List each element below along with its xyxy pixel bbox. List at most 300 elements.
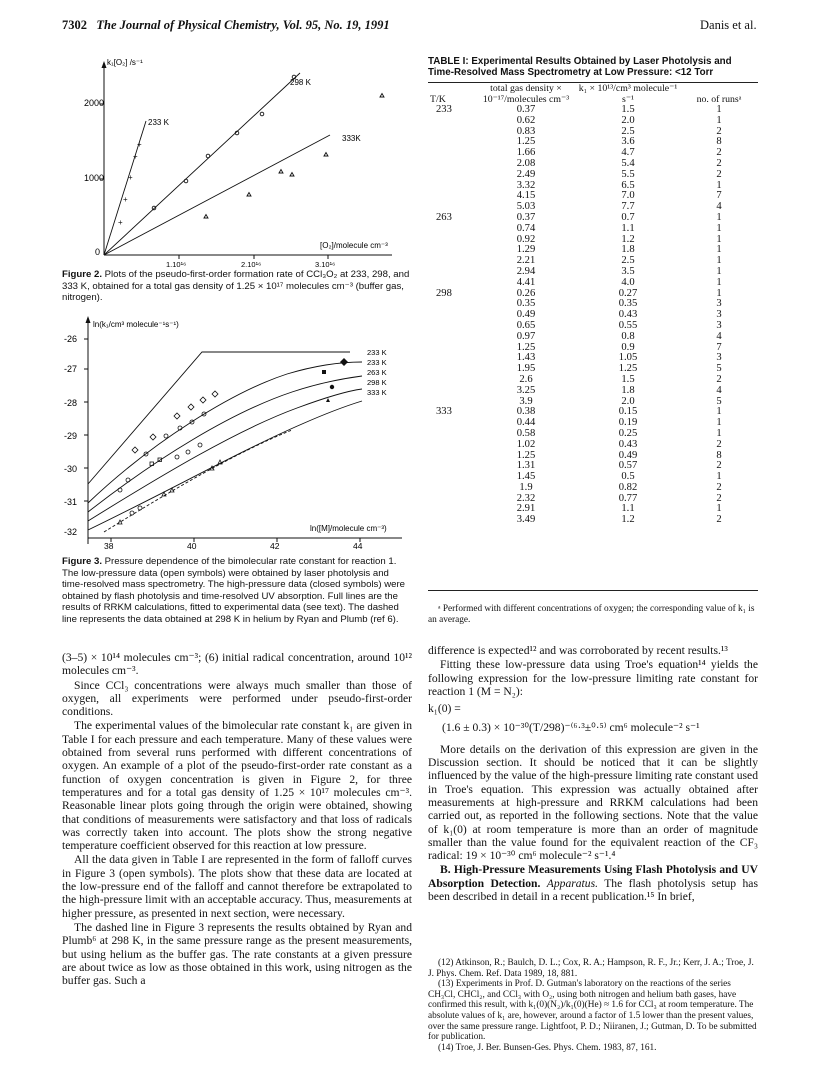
fig2-xtick: 1.10¹⁶ [166, 260, 187, 269]
table-cell: 2 [716, 514, 722, 526]
fig3-point [188, 404, 194, 410]
column-header: no. of runsᵃ [696, 93, 742, 105]
table-row [428, 515, 758, 526]
table-cell: 8 [716, 449, 722, 461]
table-cell: 0.15 [618, 406, 638, 418]
table-cell [428, 353, 476, 364]
table-cell: 4.41 [516, 276, 536, 288]
footnotes [428, 958, 758, 1053]
fig3-legend: 333 K [367, 388, 387, 397]
table-cell: 333 [436, 406, 452, 418]
fig3-curve-333K [88, 401, 362, 530]
fig3-legend: 233 K [367, 358, 387, 367]
table-row [428, 461, 758, 472]
paragraph: The experimental values of the bimolecular rate constant k₁ are given in Table I for each pressure and each temperature. Many of these values were obtained from several runs performed with different concentrations of oxygen. An example of a plot of the pseudo-first-order rate constant as a function of oxygen concentration is given in Figure 2, for three temperatures and for a total gas density of 1.25 × 10¹⁷ molecules cm⁻³. Reasonable linear plots going through the origin were obtained, showing that conditions of measurements were satisfactory and that loss of radicals was correctly taken into account. The plots show the strong negative temperature coefficient observed for this reaction at low pressure. [62, 719, 412, 853]
table-cell: 1 [716, 179, 722, 191]
table-cell: 3 [716, 298, 722, 310]
table-cell: 1 [716, 211, 722, 223]
table-cell: 0.49 [618, 449, 638, 461]
figure-2-label: Figure 2. [62, 269, 102, 280]
fig3-point [150, 434, 156, 440]
table-cell: 1 [716, 417, 722, 429]
fig3-xlabel: ln([M]/molecule cm⁻³) [310, 524, 387, 533]
table-bottom-rule [428, 590, 758, 591]
fig2-ylabel: k₁[O₂] /s⁻¹ [107, 58, 143, 67]
table-cell: 1.8 [621, 384, 635, 396]
fig3-ytick: -28 [64, 398, 78, 408]
fig3-ytick: -31 [64, 497, 78, 507]
fig3-point [118, 488, 122, 492]
table-cell: 0.38 [516, 406, 536, 418]
table-cell: 0.62 [516, 114, 536, 126]
fig3-point [340, 358, 348, 366]
table-cell: 0.58 [516, 427, 536, 439]
fig2-ytick: 2000 [84, 98, 105, 108]
footnote: (12) Atkinson, R.; Baulch, D. L.; Cox, R. A.; Hampson, R. F., Jr.; Kerr, J. A.; Troe, J. J. Phys. Chem. Ref. Data 1989, 18, 881. [428, 958, 754, 979]
table-cell: 1 [716, 276, 722, 288]
table-cell: 0.92 [516, 233, 536, 245]
journal-name: The Journal of Physical Chemistry, Vol. 95, No. 19, 1991 [96, 18, 390, 32]
author-header: Danis et al. [700, 18, 757, 32]
fig3-point [198, 443, 202, 447]
fig2-ytick: 0 [95, 247, 101, 257]
table-cell: 1.8 [621, 244, 635, 256]
table-cell: 2 [716, 125, 722, 137]
fig3-ytick: -30 [64, 464, 78, 474]
table-cell: 1.29 [516, 244, 536, 256]
table-cell: 3.25 [516, 384, 536, 396]
fig2-point [290, 173, 294, 177]
table-row [428, 267, 758, 278]
subheading: Apparatus. [546, 876, 598, 890]
table-cell [428, 191, 476, 202]
table-cell: 0.65 [516, 319, 536, 331]
left-column-text [62, 651, 412, 988]
table-cell: 0.83 [516, 125, 536, 137]
fig2-ytick: 1000 [84, 173, 105, 183]
fig3-ylabel: ln(k₁/cm³ molecule⁻¹s⁻¹) [93, 320, 179, 329]
table-cell [428, 483, 476, 494]
table-cell: 1.95 [516, 363, 536, 375]
table-cell: 4 [716, 384, 722, 396]
table-row [428, 310, 758, 321]
table-cell: 1.2 [621, 514, 635, 526]
fig3-point [126, 478, 130, 482]
table-cell: 1.43 [516, 352, 536, 364]
table-cell: 1 [716, 265, 722, 277]
fig2-point [279, 170, 283, 174]
table-cell: 8 [716, 136, 722, 148]
table-cell: 2 [716, 168, 722, 180]
table-cell [428, 429, 476, 440]
table-row [428, 235, 758, 246]
table-cell: 2.32 [516, 492, 536, 504]
table-cell: 2 [716, 147, 722, 159]
table-cell: 1.1 [621, 222, 635, 234]
table-cell: 0.37 [516, 104, 536, 115]
table-cell [428, 375, 476, 386]
table-row [428, 440, 758, 451]
table-cell: 4 [716, 201, 722, 213]
table-cell: 7.0 [621, 190, 635, 202]
table-cell: 2 [716, 492, 722, 504]
table-cell [428, 364, 476, 375]
table-row [428, 504, 758, 515]
fig2-point: + [128, 173, 133, 182]
table-cell: 2 [716, 481, 722, 493]
fig3-point [212, 391, 218, 397]
table-cell: 0.19 [618, 417, 638, 429]
table-cell: 0.77 [618, 492, 638, 504]
table-cell: 4.0 [621, 276, 635, 288]
table-cell: 7 [716, 190, 722, 202]
fig2-point: + [133, 152, 138, 161]
table-cell: 0.55 [618, 319, 638, 331]
fig3-curve-298K [88, 389, 362, 521]
table-cell: 0.7 [621, 211, 635, 223]
table-label: TABLE I: [428, 56, 469, 67]
table-cell [428, 310, 476, 321]
table-cell: 4.15 [516, 190, 536, 202]
fig2-point: + [118, 218, 123, 227]
table-cell: 1 [716, 406, 722, 418]
table-row [428, 289, 758, 300]
equation: (1.6 ± 0.3) × 10⁻³⁰(T/298)⁻⁽⁶·³±⁰·⁵⁾ cm⁶ molecule⁻² s⁻¹ [442, 721, 700, 735]
table-cell: 2.21 [516, 255, 536, 267]
fig3-point [322, 370, 326, 374]
table-cell: 1 [716, 503, 722, 515]
table-cell: 2.91 [516, 503, 536, 515]
table-cell [428, 235, 476, 246]
table-cell [428, 461, 476, 472]
table-cell: 3 [716, 309, 722, 321]
footnote: (13) Experiments in Prof. D. Gutman's laboratory on the reactions of the series CH₃Cl, CHCl₂, and CCl₃ with O₂, using both nitrogen and helium bath gases, have confirmed this result, with k₁(0)(N₂)/k₁(0)(He) ≈ 1.6 for CCl₃ at room temperature. The absolute values of k₁ are, however, around a factor of 1.5 lower than the present values, over the same pressure range. Lightfoot, P. D.; Niiranen, J.; Gutman, D. To be submitted for publication. [428, 979, 757, 1043]
fig3-point [186, 450, 190, 454]
table-cell [428, 451, 476, 462]
table-row [428, 127, 758, 138]
table-cell: 0.82 [618, 481, 638, 493]
table-title-text: Experimental Results Obtained by Laser Photolysis and Time-Resolved Mass Spectrometry at Low Pressure: <12 Torr [428, 56, 732, 78]
table-cell [428, 332, 476, 343]
fig3-point [132, 447, 138, 453]
equation-label: k₁(0) = [428, 702, 461, 716]
table-cell: 0.5 [621, 471, 635, 483]
footnote: (14) Troe, J. Ber. Bunsen-Ges. Phys. Chem. 1983, 87, 161. [438, 1042, 657, 1053]
table-cell: 4 [716, 330, 722, 342]
fig2-series-label: 233 K [148, 118, 169, 127]
table-row [428, 278, 758, 289]
paragraph: The flash photolysis setup has been described in detail in a recent publication.¹⁵ In brief, [428, 876, 758, 904]
table-cell: 3.32 [516, 179, 536, 191]
table-cell: 233 [436, 104, 452, 115]
table-row [428, 191, 758, 202]
table-row [428, 159, 758, 170]
table-cell: 5 [716, 395, 722, 407]
table-header-row [428, 84, 758, 105]
table-cell: 1 [716, 222, 722, 234]
table-cell: 2.0 [621, 395, 635, 407]
figure-2-caption [62, 269, 412, 304]
table-cell: 0.44 [516, 417, 536, 429]
table-cell: 1.25 [618, 363, 638, 375]
fig3-point [200, 397, 206, 403]
table-cell [428, 148, 476, 159]
table-row [428, 364, 758, 375]
paragraph: The dashed line in Figure 3 represents the results obtained by Ryan and Plumb⁶ at 298 K, in the same pressure range as the present measurements, but using helium as the buffer gas. The rate constants at a given pressure are about twice as low as those obtained in this work, using nitrogen as the buffer gas. Such a [62, 920, 412, 988]
table-row [428, 332, 758, 343]
table-cell: 7.7 [621, 201, 635, 213]
table-cell: 5.4 [621, 157, 635, 169]
table-cell: 1.25 [516, 136, 536, 148]
table-cell [428, 321, 476, 332]
table-cell [428, 472, 476, 483]
table-cell: 0.43 [618, 438, 638, 450]
column-header: k₁ × 10¹³/cm³ molecule⁻¹ s⁻¹ [578, 83, 678, 105]
table-cell [428, 515, 476, 526]
fig3-ytick: -27 [64, 364, 78, 374]
table-cell: 2.94 [516, 265, 536, 277]
table-cell: 3.9 [519, 395, 533, 407]
fig3-legend: 298 K [367, 378, 387, 387]
table-row [428, 321, 758, 332]
table-cell: 0.43 [618, 309, 638, 321]
table-cell: 1.5 [621, 104, 635, 115]
table-cell: 0.9 [621, 341, 635, 353]
table-cell: 5 [716, 363, 722, 375]
table-cell: 1.02 [516, 438, 536, 450]
table-row [428, 105, 758, 116]
table-row [428, 375, 758, 386]
table-row [428, 451, 758, 462]
table-cell: 0.74 [516, 222, 536, 234]
table-cell [428, 418, 476, 429]
page-number: 7302 [62, 18, 87, 32]
table-row [428, 343, 758, 354]
table-title [428, 56, 758, 78]
table-cell: 1 [716, 287, 722, 299]
table-cell: 2 [716, 438, 722, 450]
table-row [428, 245, 758, 256]
data-table [428, 84, 758, 526]
fig2-xtick: 3.10¹⁶ [315, 260, 336, 269]
table-row [428, 202, 758, 213]
table-cell [428, 256, 476, 267]
fig3-point [175, 455, 179, 459]
fig3-xtick: 40 [187, 541, 197, 551]
fig2-point [260, 112, 264, 116]
table-cell: 0.26 [516, 287, 536, 299]
fig3-xtick: 42 [270, 541, 280, 551]
table-cell [428, 116, 476, 127]
table-cell [428, 299, 476, 310]
table-cell: 2.0 [621, 114, 635, 126]
table-cell: 1.25 [516, 449, 536, 461]
table-cell: 1.45 [516, 471, 536, 483]
table-row [428, 181, 758, 192]
table-cell: 6.5 [621, 179, 635, 191]
paragraph: Fitting these low-pressure data using Troe's equation¹⁴ yields the following expression for the low-pressure limiting rate constant for reaction 1 (M = N₂): [428, 658, 758, 698]
fig2-point: + [123, 195, 128, 204]
fig3-curve-263K [88, 376, 362, 512]
table-cell: 1.1 [621, 503, 635, 515]
table-row [428, 213, 758, 224]
table-row [428, 148, 758, 159]
table-cell: 2 [716, 460, 722, 472]
paragraph: (3–5) × 10¹⁴ molecules cm⁻³; (6) initial radical concentration, around 10¹² molecules cm⁻³. [62, 651, 412, 678]
table-cell [428, 440, 476, 451]
table-cell [428, 343, 476, 354]
fig2-point [247, 193, 251, 197]
table-cell: 1.5 [621, 373, 635, 385]
figure-3-caption-text: Pressure dependence of the bimolecular rate constant for reaction 1. The low-pressure data (open symbols) were obtained by laser photolysis and time-resolved mass spectrometry. The high-pressure data (closed symbols) were obtained by flash photolysis and time-resolved UV absorption. Full lines are the results of RRKM calculations, fitted to experimental data (see text). The dashed line represents the data obtained at 298 K in helium by Ryan and Plumb (ref 6). [62, 556, 406, 625]
table-row [428, 137, 758, 148]
table-cell [428, 137, 476, 148]
right-column-text [428, 644, 758, 904]
table-row [428, 418, 758, 429]
fig3-point [138, 506, 142, 510]
figure-3-label: Figure 3. [62, 556, 102, 567]
table-cell: 1.31 [516, 460, 536, 472]
table-cell: 2.5 [621, 125, 635, 137]
table-cell: 1 [716, 471, 722, 483]
fig3-point [326, 398, 330, 402]
fig3-xtick: 38 [104, 541, 114, 551]
table-cell: 298 [436, 287, 452, 299]
table-row [428, 299, 758, 310]
fig2-series-label: 333K [342, 134, 361, 143]
table-cell: 1 [716, 114, 722, 126]
figure-2-plot [62, 55, 412, 277]
table-cell: 5.5 [621, 168, 635, 180]
fig3-xtick: 44 [353, 541, 363, 551]
figure-2-caption-text: Plots of the pseudo-first-order formation rate of CCl₃O₂ at 233, 298, and 333 K, obtained for a total gas density of 1.25 × 10¹⁷ molecules cm⁻³ (buffer gas, nitrogen). [62, 269, 410, 303]
fig2-line-333K [104, 135, 330, 255]
table-row [428, 483, 758, 494]
table-cell [428, 127, 476, 138]
table-cell [428, 224, 476, 235]
fig2-point [380, 94, 384, 98]
table-cell [428, 386, 476, 397]
fig3-point [174, 413, 180, 419]
table-cell [428, 267, 476, 278]
table-row [428, 494, 758, 505]
fig2-point [206, 154, 210, 158]
table-cell: 5.03 [516, 201, 536, 213]
table-cell: 2.6 [519, 373, 533, 385]
table-cell: 1.2 [621, 233, 635, 245]
fig3-legend: 233 K [367, 348, 387, 357]
table-cell [428, 181, 476, 192]
table-cell: 1 [716, 255, 722, 267]
table-cell [428, 504, 476, 515]
fig3-point [164, 434, 168, 438]
fig3-point [118, 520, 122, 524]
column-header: total gas density × 10⁻¹⁷/molecules cm⁻³ [482, 83, 570, 105]
table-cell: 3.5 [621, 265, 635, 277]
fig2-point [204, 215, 208, 219]
table-cell: 0.35 [618, 298, 638, 310]
section-heading: B. High-Pressure Measurements Using Flash Photolysis and UV Absorption Detection. [428, 863, 758, 890]
fig2-series-label: 298 K [290, 78, 311, 87]
table-row [428, 429, 758, 440]
table-row [428, 116, 758, 127]
table-cell: 2 [716, 373, 722, 385]
fig3-ytick: -29 [64, 431, 78, 441]
table-cell [428, 494, 476, 505]
fig2-line-298K [104, 73, 300, 255]
fig2-point [184, 179, 188, 183]
paragraph: More details on the derivation of this expression are given in the Discussion section. It should be noticed that it can be slightly influenced by the value of the high-pressure limiting rate constant used in Troe's equation. This expression was actually obtained after measurements at high-pressure and RRKM calculations had been carried out, as reported in the following sections. Note that the value of k₁(0) at room temperature is more than an order of magnitude smaller than the value found for the equivalent reaction of the CF₃ radical: 19 × 10⁻³⁰ cm⁶ molecule⁻² s⁻¹.⁴ [428, 742, 758, 863]
column-header: T/K [430, 93, 446, 105]
table-row [428, 170, 758, 181]
table-cell: 1 [716, 104, 722, 115]
figure-3-plot [62, 312, 412, 552]
table-cell: 3 [716, 352, 722, 364]
fig2-point: + [137, 140, 142, 149]
table-row [428, 397, 758, 408]
table-cell: 0.97 [516, 330, 536, 342]
table-cell [428, 159, 476, 170]
table-cell [428, 278, 476, 289]
fig2-point [324, 153, 328, 157]
table-cell [428, 245, 476, 256]
fig3-point [330, 385, 334, 389]
figure-3-caption [62, 556, 412, 625]
table-row [428, 407, 758, 418]
fig3-ytick: -32 [64, 527, 78, 537]
paragraph: All the data given in Table I are represented in the form of falloff curves in Figure 3 (open symbols). The plots show that these data are located at the low-pressure end of the falloff and cannot therefore be extrapolated to the high-pressure limit with an acceptable accuracy. Thus, measurements at higher pressure, as presented in next section, were necessary. [62, 853, 412, 920]
fig3-ytick: -26 [64, 334, 78, 344]
table-cell: 1 [716, 427, 722, 439]
table-cell: 263 [436, 211, 452, 223]
table-row [428, 472, 758, 483]
table-footnote: ᵃ Performed with different concentrations of oxygen; the corresponding value of k₁ is an average. [428, 604, 755, 625]
table-cell: 1 [716, 233, 722, 245]
fig3-legend: 263 K [367, 368, 387, 377]
table-cell: 2.08 [516, 157, 536, 169]
table-cell: 3 [716, 319, 722, 331]
table-row [428, 353, 758, 364]
table-cell: 1.25 [516, 341, 536, 353]
table-cell: 0.8 [621, 330, 635, 342]
table-cell: 1.9 [519, 481, 533, 493]
table-cell: 2.5 [621, 255, 635, 267]
fig2-xtick: 2.10¹⁶ [241, 260, 262, 269]
table-cell: 0.27 [618, 287, 638, 299]
table-cell: 2.49 [516, 168, 536, 180]
paragraph: difference is expected¹² and was corroborated by recent results.¹³ [428, 644, 728, 657]
table-cell: 3.6 [621, 136, 635, 148]
running-header [62, 18, 390, 33]
table-cell: 0.57 [618, 460, 638, 472]
table-cell: 4.7 [621, 147, 635, 159]
fig2-xlabel: [O₂]/molecule cm⁻³ [320, 241, 388, 250]
table-cell: 0.37 [516, 211, 536, 223]
table-cell: 1.05 [618, 352, 638, 364]
table-cell: 2 [716, 157, 722, 169]
table-row [428, 224, 758, 235]
table-cell: 1.66 [516, 147, 536, 159]
table-cell: 0.35 [516, 298, 536, 310]
table-cell: 1 [716, 244, 722, 256]
table-row [428, 256, 758, 267]
table-row [428, 386, 758, 397]
table-cell: 3.49 [516, 514, 536, 526]
table-cell: 0.49 [516, 309, 536, 321]
table-cell: 7 [716, 341, 722, 353]
table-cell: 0.25 [618, 427, 638, 439]
table-cell [428, 170, 476, 181]
